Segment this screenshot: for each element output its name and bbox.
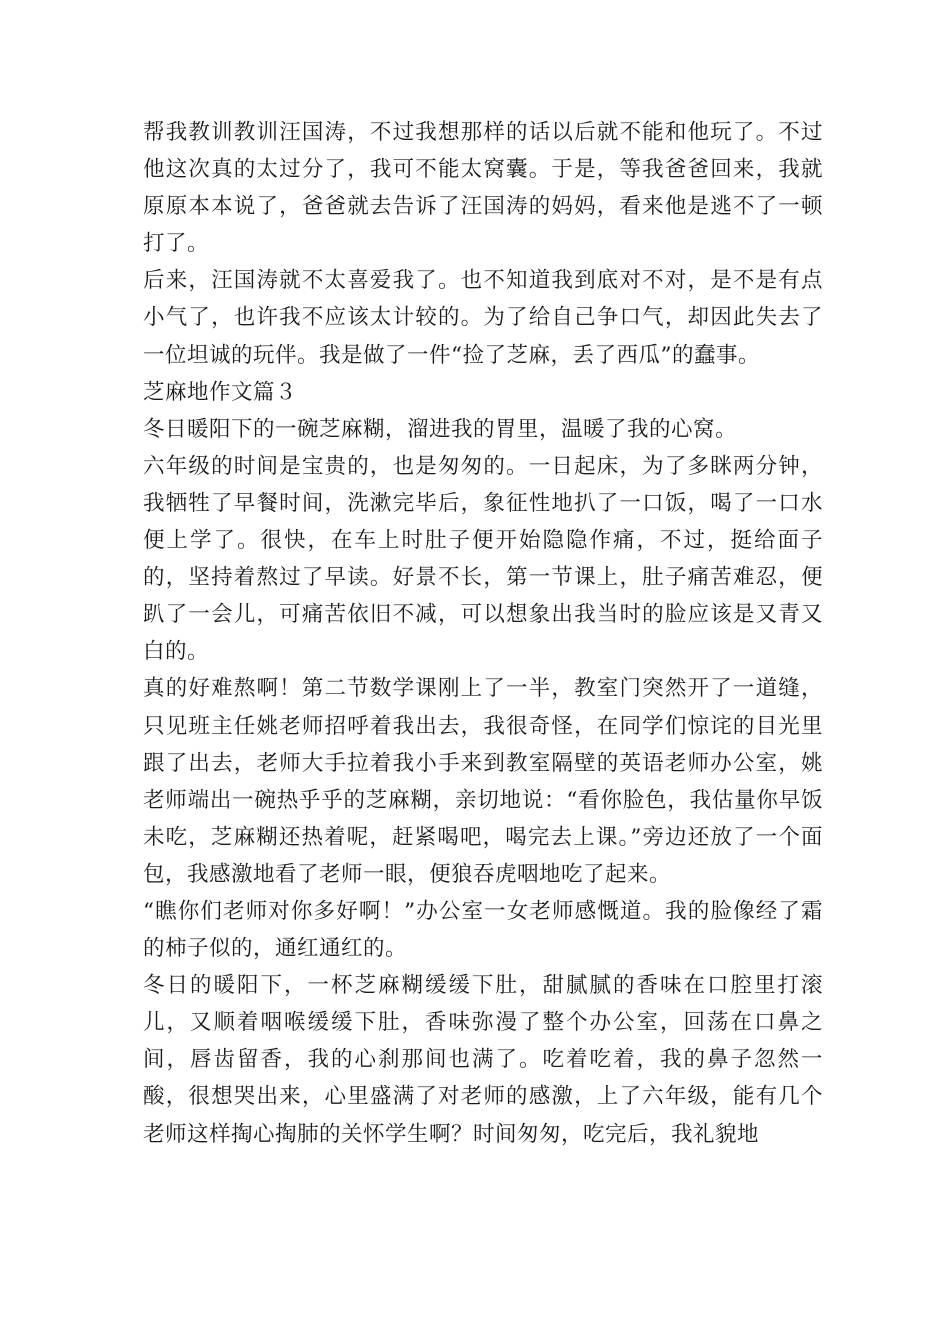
paragraph: 真的好难熬啊！第二节数学课刚上了一半，教室门突然开了一道缝，只见班主任姚老师招呼着我出去，我很奇怪，在同学们惊诧的目光里跟了出去，老师大手拉着我小手来到教室隔壁的英语老师办公室，姚老师端出一碗热乎乎的芝麻糊，亲切地说：“看你脸色，我估量你早饭未吃，芝麻糊还热着呢，赶紧喝吧，喝完去上课。”旁边还放了一个面包，我感激地看了老师一眼，便狼吞虎咽地吃了起来。	[143, 676, 823, 887]
paragraph: 后来，汪国涛就不太喜爱我了。也不知道我到底对不对，是不是有点小气了，也许我不应该太计较的。为了给自己争口气，却因此失去了一位坦诚的玩伴。我是做了一件“捡了芝麻，丢了西瓜”的蠢事。	[143, 268, 823, 368]
paragraph: 六年级的时间是宝贵的，也是匆匆的。一日起床，为了多眯两分钟，我牺牲了早餐时间，洗漱完毕后，象征性地扒了一口饭，喝了一口水便上学了。很快，在车上时肚子便开始隐隐作痛，不过，挺给面子的，坚持着熬过了早读。好景不长，第一节课上，肚子痛苦难忍，便趴了一会儿，可痛苦依旧不减，可以想象出我当时的脸应该是又青又白的。	[143, 453, 823, 665]
paragraph: 冬日的暖阳下，一杯芝麻糊缓缓下肚，甜腻腻的香味在口腔里打滚儿，又顺着咽喉缓缓下肚，香味弥漫了整个办公室，回荡在口鼻之间，唇齿留香，我的心刹那间也满了。吃着吃着，我的鼻子忽然一酸，很想哭出来，心里盛满了对老师的感激，上了六年级，能有几个老师这样掏心掏肺的关怀学生啊？时间匆匆，吃完后，我礼貌地	[143, 973, 823, 1147]
paragraph: 帮我教训教训汪国涛，不过我想那样的话以后就不能和他玩了。不过他这次真的太过分了，我可不能太窝囊。于是，等我爸爸回来，我就原原本本说了，爸爸就去告诉了汪国涛的妈妈，看来他是逃不了一顿打了。	[143, 120, 823, 257]
section-heading: 芝麻地作文篇３	[143, 379, 298, 405]
document-body	[143, 114, 823, 1153]
paragraph: “瞧你们老师对你多好啊！”办公室一女老师感慨道。我的脸像经了霜的柿子似的，通红通红的。	[143, 898, 823, 962]
paragraph: 冬日暖阳下的一碗芝麻糊，溜进我的胃里，温暖了我的心窝。	[143, 416, 738, 442]
